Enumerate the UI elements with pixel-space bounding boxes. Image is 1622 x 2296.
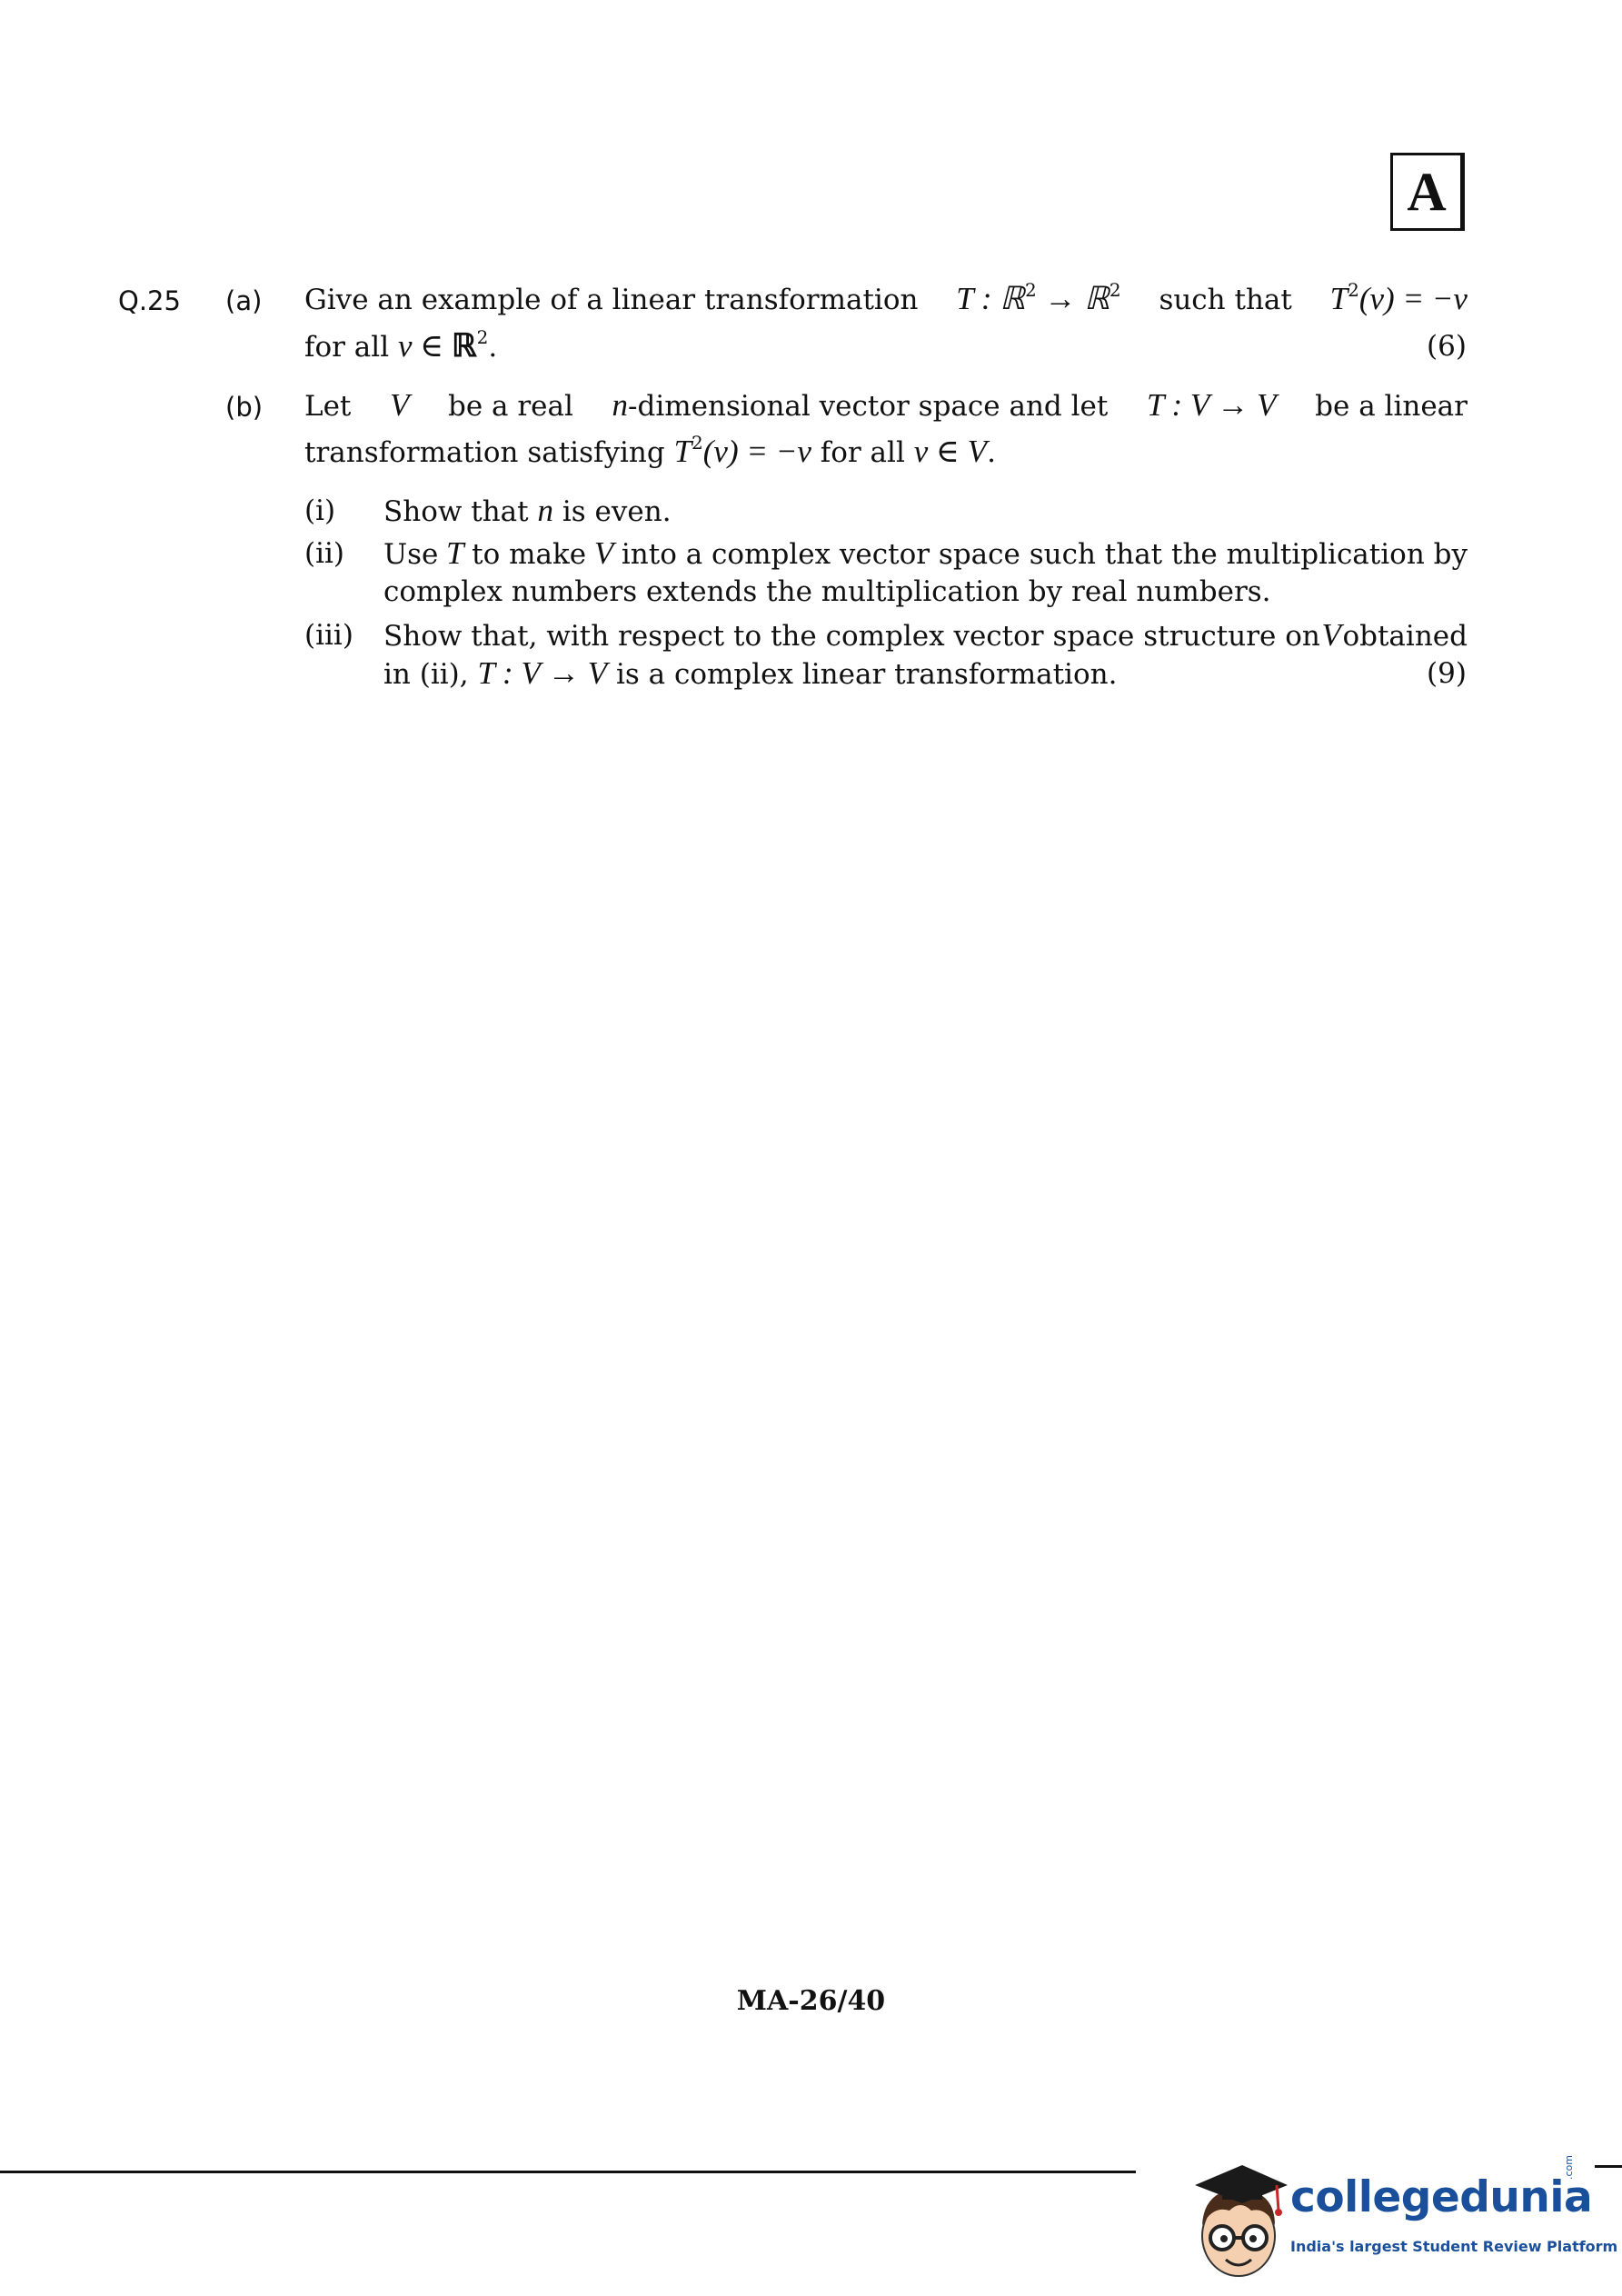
part-a-label: (a) [225,285,263,316]
sub-iii-line2: in (ii), T : V → V is a complex linear transformation. [383,655,1118,691]
question-set-box: A [1390,153,1465,231]
part-b-line2: transformation satisfying $T^2(v) = -v$ for all v ∈ V. [304,432,996,469]
part-a-equation: $T^2(v) = -v$ [1329,279,1468,316]
page-number: MA-26/40 [736,1985,886,2017]
part-a-line2: for all v ∈ ℝ$^2$. [304,326,498,364]
logo-com: .com [1563,2155,1575,2180]
footer-rule-right [1595,2165,1622,2168]
question-number: Q.25 [118,285,181,316]
part-a-marks: (6) [1427,330,1467,363]
sub-i-label: (i) [304,494,336,527]
footer-rule [0,2171,1136,2173]
part-a-such-that: such that [1159,284,1292,316]
logo-wordmark: collegedunia [1290,2172,1593,2222]
part-a-map: T : ℝ$^2$ → ℝ$^2$ [956,279,1121,316]
sub-iii-label: (iii) [304,619,353,652]
mascot-logo-icon [1186,2154,1295,2291]
part-b-line1: Let V be a real n-dimensional vector space and let T : V → V be a linear [304,387,1468,423]
part-a-text: Give an example of a linear transformation [304,284,919,316]
logo-tagline: India's largest Student Review Platform [1290,2238,1618,2255]
sub-iii-line1: Show that, with respect to the complex vector space structure on V obtained [383,617,1468,653]
sub-ii-line2: complex numbers extends the multiplication by real numbers. [383,575,1271,608]
sub-i-text: Show that n is even. [383,493,672,528]
sub-ii-label: (ii) [304,537,345,570]
part-b-label: (b) [225,392,264,423]
part-a-line1 [304,280,1468,319]
sub-ii-line1: Use T to make V into a complex vector space such that the multiplication by [383,535,1468,571]
part-b-marks: (9) [1427,657,1467,690]
